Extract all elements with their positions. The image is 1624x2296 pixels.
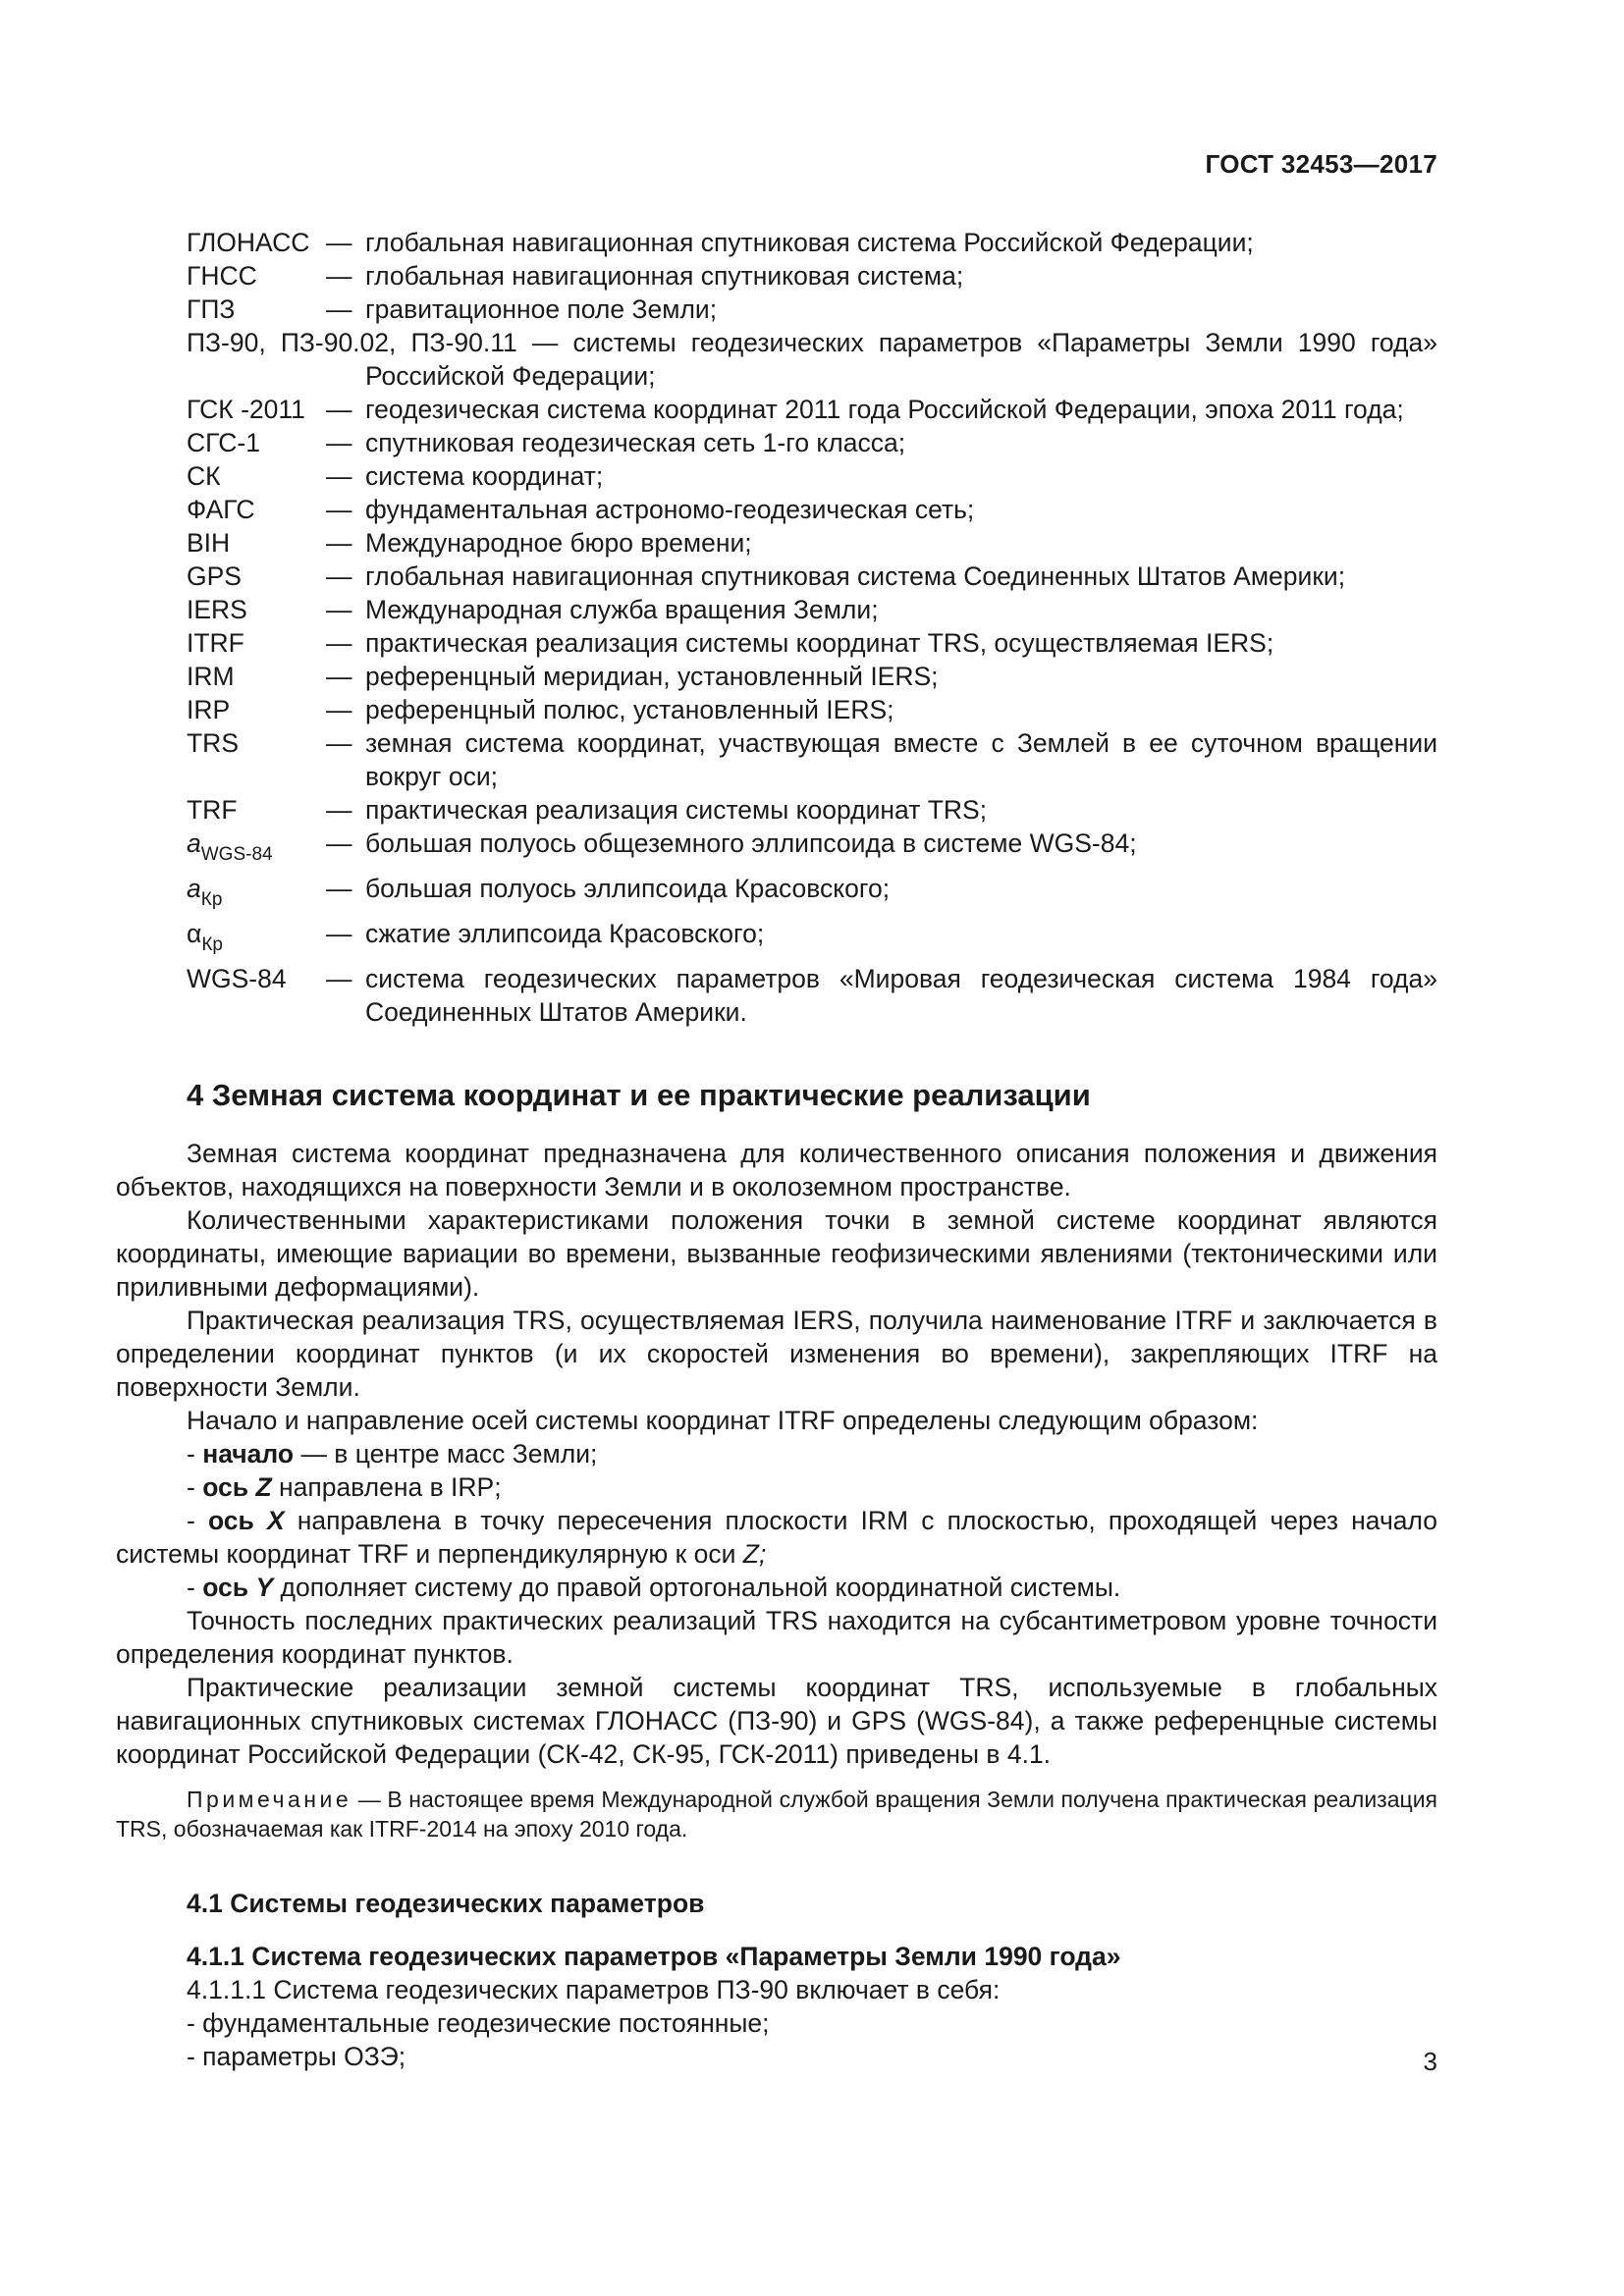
symbol-subscript: Кр (201, 934, 223, 955)
abbreviation-term: WGS-84 (187, 964, 287, 993)
list-item-keyword: начало (202, 1439, 295, 1468)
abbreviation-row (187, 593, 1437, 626)
symbol-letter: α (187, 919, 202, 948)
list-item (116, 1470, 1437, 1504)
abbreviation-definition: геодезическая система координат 2011 года Российской Федерации, эпоха 2011 года; (365, 395, 1404, 424)
list-item-keyword: ось (207, 1506, 254, 1535)
symbol-subscript: WGS-84 (200, 844, 273, 865)
abbreviation-symbol (187, 827, 326, 872)
paragraph: Практические реализации земной системы координат TRS, используемые в глобальных навигационных спутниковых системах ГЛОНАСС (ПЗ-90) и GPS (WGS-84), а также референцные системы координат Российской Федерации (СК-42, СК-95, ГСК-2011) приведены в 4.1. (116, 1673, 1437, 1769)
paragraph: Начало и направление осей системы координат ITRF определены следующим образом: (187, 1406, 1259, 1435)
abbreviation-term: ФАГС (187, 495, 255, 524)
abbreviations-list (187, 226, 1437, 1029)
subsection-4-1-heading: 4.1 Системы геодезических параметров (187, 1889, 705, 1918)
abbreviation-dash: — (326, 662, 352, 691)
list-item: - параметры ОЗЭ; (187, 2042, 406, 2071)
abbreviation-definition: референцный полюс, установленный IERS; (365, 695, 894, 724)
list-item: - фундаментальные геодезические постоянные; (187, 2008, 770, 2038)
abbreviation-definition: фундаментальная астрономо-геодезическая сеть; (365, 495, 975, 524)
abbreviation-row (187, 259, 1437, 293)
abbreviation-definition: глобальная навигационная спутниковая система Российской Федерации; (365, 228, 1254, 257)
symbol-subscript: Кр (200, 889, 223, 910)
list-item (116, 1571, 1437, 1604)
abbreviation-dash: — (326, 395, 352, 424)
abbreviation-definition: спутниковая геодезическая сеть 1-го класса; (365, 428, 906, 457)
abbreviation-dash: — (326, 294, 352, 324)
list-item-text: направлена в IRP; (271, 1472, 502, 1502)
abbreviation-term: ГСК -2011 (187, 395, 305, 424)
list-item-text: направлена в точку пересечения плоскости IRM с плоскостью, проходящей через начало системы координат TRF и перпендикулярную к оси (116, 1506, 1438, 1569)
document-code-header: ГОСТ 32453—2017 (1205, 149, 1437, 179)
list-item-prefix: - (187, 1439, 203, 1468)
abbreviation-definition: Международная служба вращения Земли; (365, 595, 879, 624)
clause-line: 4.1.1.1 Система геодезических параметров ПЗ-90 включает в себя: (187, 1975, 1001, 2004)
abbreviation-symbol (187, 872, 326, 917)
abbreviation-dash: — (326, 495, 352, 524)
section-4-body (116, 1137, 1437, 2073)
list-item-text: дополняет систему до правой ортогональной координатной системы. (273, 1573, 1121, 1602)
abbreviation-dash: — (326, 628, 352, 658)
abbreviation-row (187, 660, 1437, 693)
abbreviation-row (187, 793, 1437, 827)
abbreviation-dash: — (326, 528, 352, 558)
list-item (116, 1504, 1437, 1571)
abbreviation-definition: практическая реализация системы координат TRS; (365, 795, 988, 825)
abbreviation-definition: Международное бюро времени; (365, 528, 752, 558)
abbreviation-term: СГС-1 (187, 428, 260, 457)
abbreviation-row (187, 917, 1437, 962)
abbreviation-term: BIH (187, 528, 231, 558)
abbreviation-row (187, 393, 1437, 426)
abbreviation-term: IERS (187, 595, 247, 624)
abbreviation-dash: — (326, 695, 352, 724)
abbreviation-definition: сжатие эллипсоида Красовского; (365, 919, 765, 948)
abbreviation-row (187, 493, 1437, 526)
abbreviation-definition: практическая реализация системы координат TRS, осуществляемая IERS; (365, 628, 1274, 658)
abbreviation-term: ITRF (187, 628, 244, 658)
abbreviation-dash: — (326, 828, 352, 858)
subsection-4-1-1-heading: 4.1.1 Система геодезических параметров «Параметры Земли 1990 года» (187, 1942, 1121, 1971)
abbreviation-dash: — (326, 461, 352, 491)
note-label: Примечание (187, 1787, 352, 1812)
abbreviation-wide-continuation: Российской Федерации; (365, 361, 656, 391)
abbreviation-term: IRP (187, 695, 231, 724)
list-item (116, 1437, 1437, 1470)
symbol-letter: a (187, 874, 201, 903)
abbreviation-dash: — (326, 561, 352, 591)
abbreviation-term: GPS (187, 561, 242, 591)
axis-reference: Z; (742, 1539, 767, 1569)
note (116, 1785, 1437, 1843)
symbol-letter: a (187, 828, 201, 858)
abbreviation-row (187, 526, 1437, 560)
list-item-prefix: - (187, 1506, 208, 1535)
list-item-prefix: - (187, 1472, 203, 1502)
abbreviation-term: IRM (187, 662, 235, 691)
abbreviation-dash: — (326, 728, 352, 758)
abbreviation-term: TRS (187, 728, 239, 758)
axis-symbol: Y (255, 1573, 274, 1602)
abbreviation-wide-first-line: ПЗ-90, ПЗ-90.02, ПЗ-90.11 — системы геодезических параметров «Параметры Земли 1990 года» (187, 328, 1437, 357)
abbreviation-definition: большая полуось общеземного эллипсоида в системе WGS-84; (365, 828, 1137, 858)
abbreviation-dash: — (326, 428, 352, 457)
abbreviation-row (187, 693, 1437, 726)
abbreviation-definition: референцный меридиан, установленный IERS; (365, 662, 939, 691)
abbreviation-term: СК (187, 461, 221, 491)
abbreviation-symbol (187, 917, 326, 962)
abbreviation-row (187, 872, 1437, 917)
list-item-text: — в центре масс Земли; (294, 1439, 598, 1468)
list-item-keyword: ось (202, 1472, 249, 1502)
abbreviation-definition: гравитационное поле Земли; (365, 294, 718, 324)
note-text: — В настоящее время Международной службой вращения Земли получена практическая реализация TRS, обозначаемая как ITRF-2014 на эпоху 2010 года. (116, 1787, 1437, 1842)
paragraph: Практическая реализация TRS, осуществляемая IERS, получила наименование ITRF и заключается в определении координат пунктов (и их скоростей изменения во времени), закрепляющих ITRF на поверхности Земли. (116, 1306, 1437, 1402)
axis-symbol: X (266, 1506, 285, 1535)
abbreviation-row (187, 293, 1437, 326)
page-number: 3 (1423, 2047, 1437, 2076)
abbreviation-row (187, 459, 1437, 493)
abbreviation-row (187, 560, 1437, 593)
abbreviation-term: ГНСС (187, 261, 257, 291)
abbreviation-definition: система геодезических параметров «Мировая геодезическая система 1984 года» Соединенных Штатов Америки. (365, 964, 1437, 1027)
axis-symbol: Z (255, 1472, 272, 1502)
abbreviation-dash: — (326, 261, 352, 291)
abbreviation-dash: — (326, 595, 352, 624)
abbreviation-row (187, 626, 1437, 660)
section-4-heading: 4 Земная система координат и ее практические реализации (187, 1078, 1091, 1112)
abbreviation-term: TRF (187, 795, 238, 825)
paragraph: Количественными характеристиками положения точки в земной системе координат являются координаты, имеющие вариации во времени, вызванные геофизическими явлениями (тектоническими или приливными деформациями). (116, 1205, 1437, 1302)
abbreviation-row (187, 426, 1437, 459)
list-item-prefix: - (187, 1573, 203, 1602)
abbreviation-row-wide (187, 326, 1437, 393)
abbreviation-definition: большая полуось эллипсоида Красовского; (365, 874, 891, 903)
paragraph: Точность последних практических реализаций TRS находится на субсантиметровом уровне точности определения координат пунктов. (116, 1606, 1437, 1669)
abbreviation-row (187, 962, 1437, 1029)
abbreviation-definition: земная система координат, участвующая вместе с Землей в ее суточном вращении вокруг оси; (365, 728, 1437, 791)
abbreviation-dash: — (326, 919, 352, 948)
abbreviation-dash: — (326, 795, 352, 825)
abbreviation-definition: глобальная навигационная спутниковая система; (365, 261, 964, 291)
abbreviation-definition: система координат; (365, 461, 604, 491)
abbreviation-dash: — (326, 228, 352, 257)
abbreviation-row (187, 827, 1437, 872)
abbreviation-dash: — (326, 874, 352, 903)
abbreviation-term: ГПЗ (187, 294, 236, 324)
abbreviation-row (187, 226, 1437, 259)
abbreviation-row (187, 726, 1437, 793)
paragraph: Земная система координат предназначена для количественного описания положения и движения объектов, находящихся на поверхности Земли и в околоземном пространстве. (116, 1139, 1437, 1201)
abbreviation-definition: глобальная навигационная спутниковая система Соединенных Штатов Америки; (365, 561, 1346, 591)
abbreviation-dash: — (326, 964, 352, 993)
list-item-keyword: ось (202, 1573, 249, 1602)
abbreviation-term: ГЛОНАСС (187, 228, 310, 257)
